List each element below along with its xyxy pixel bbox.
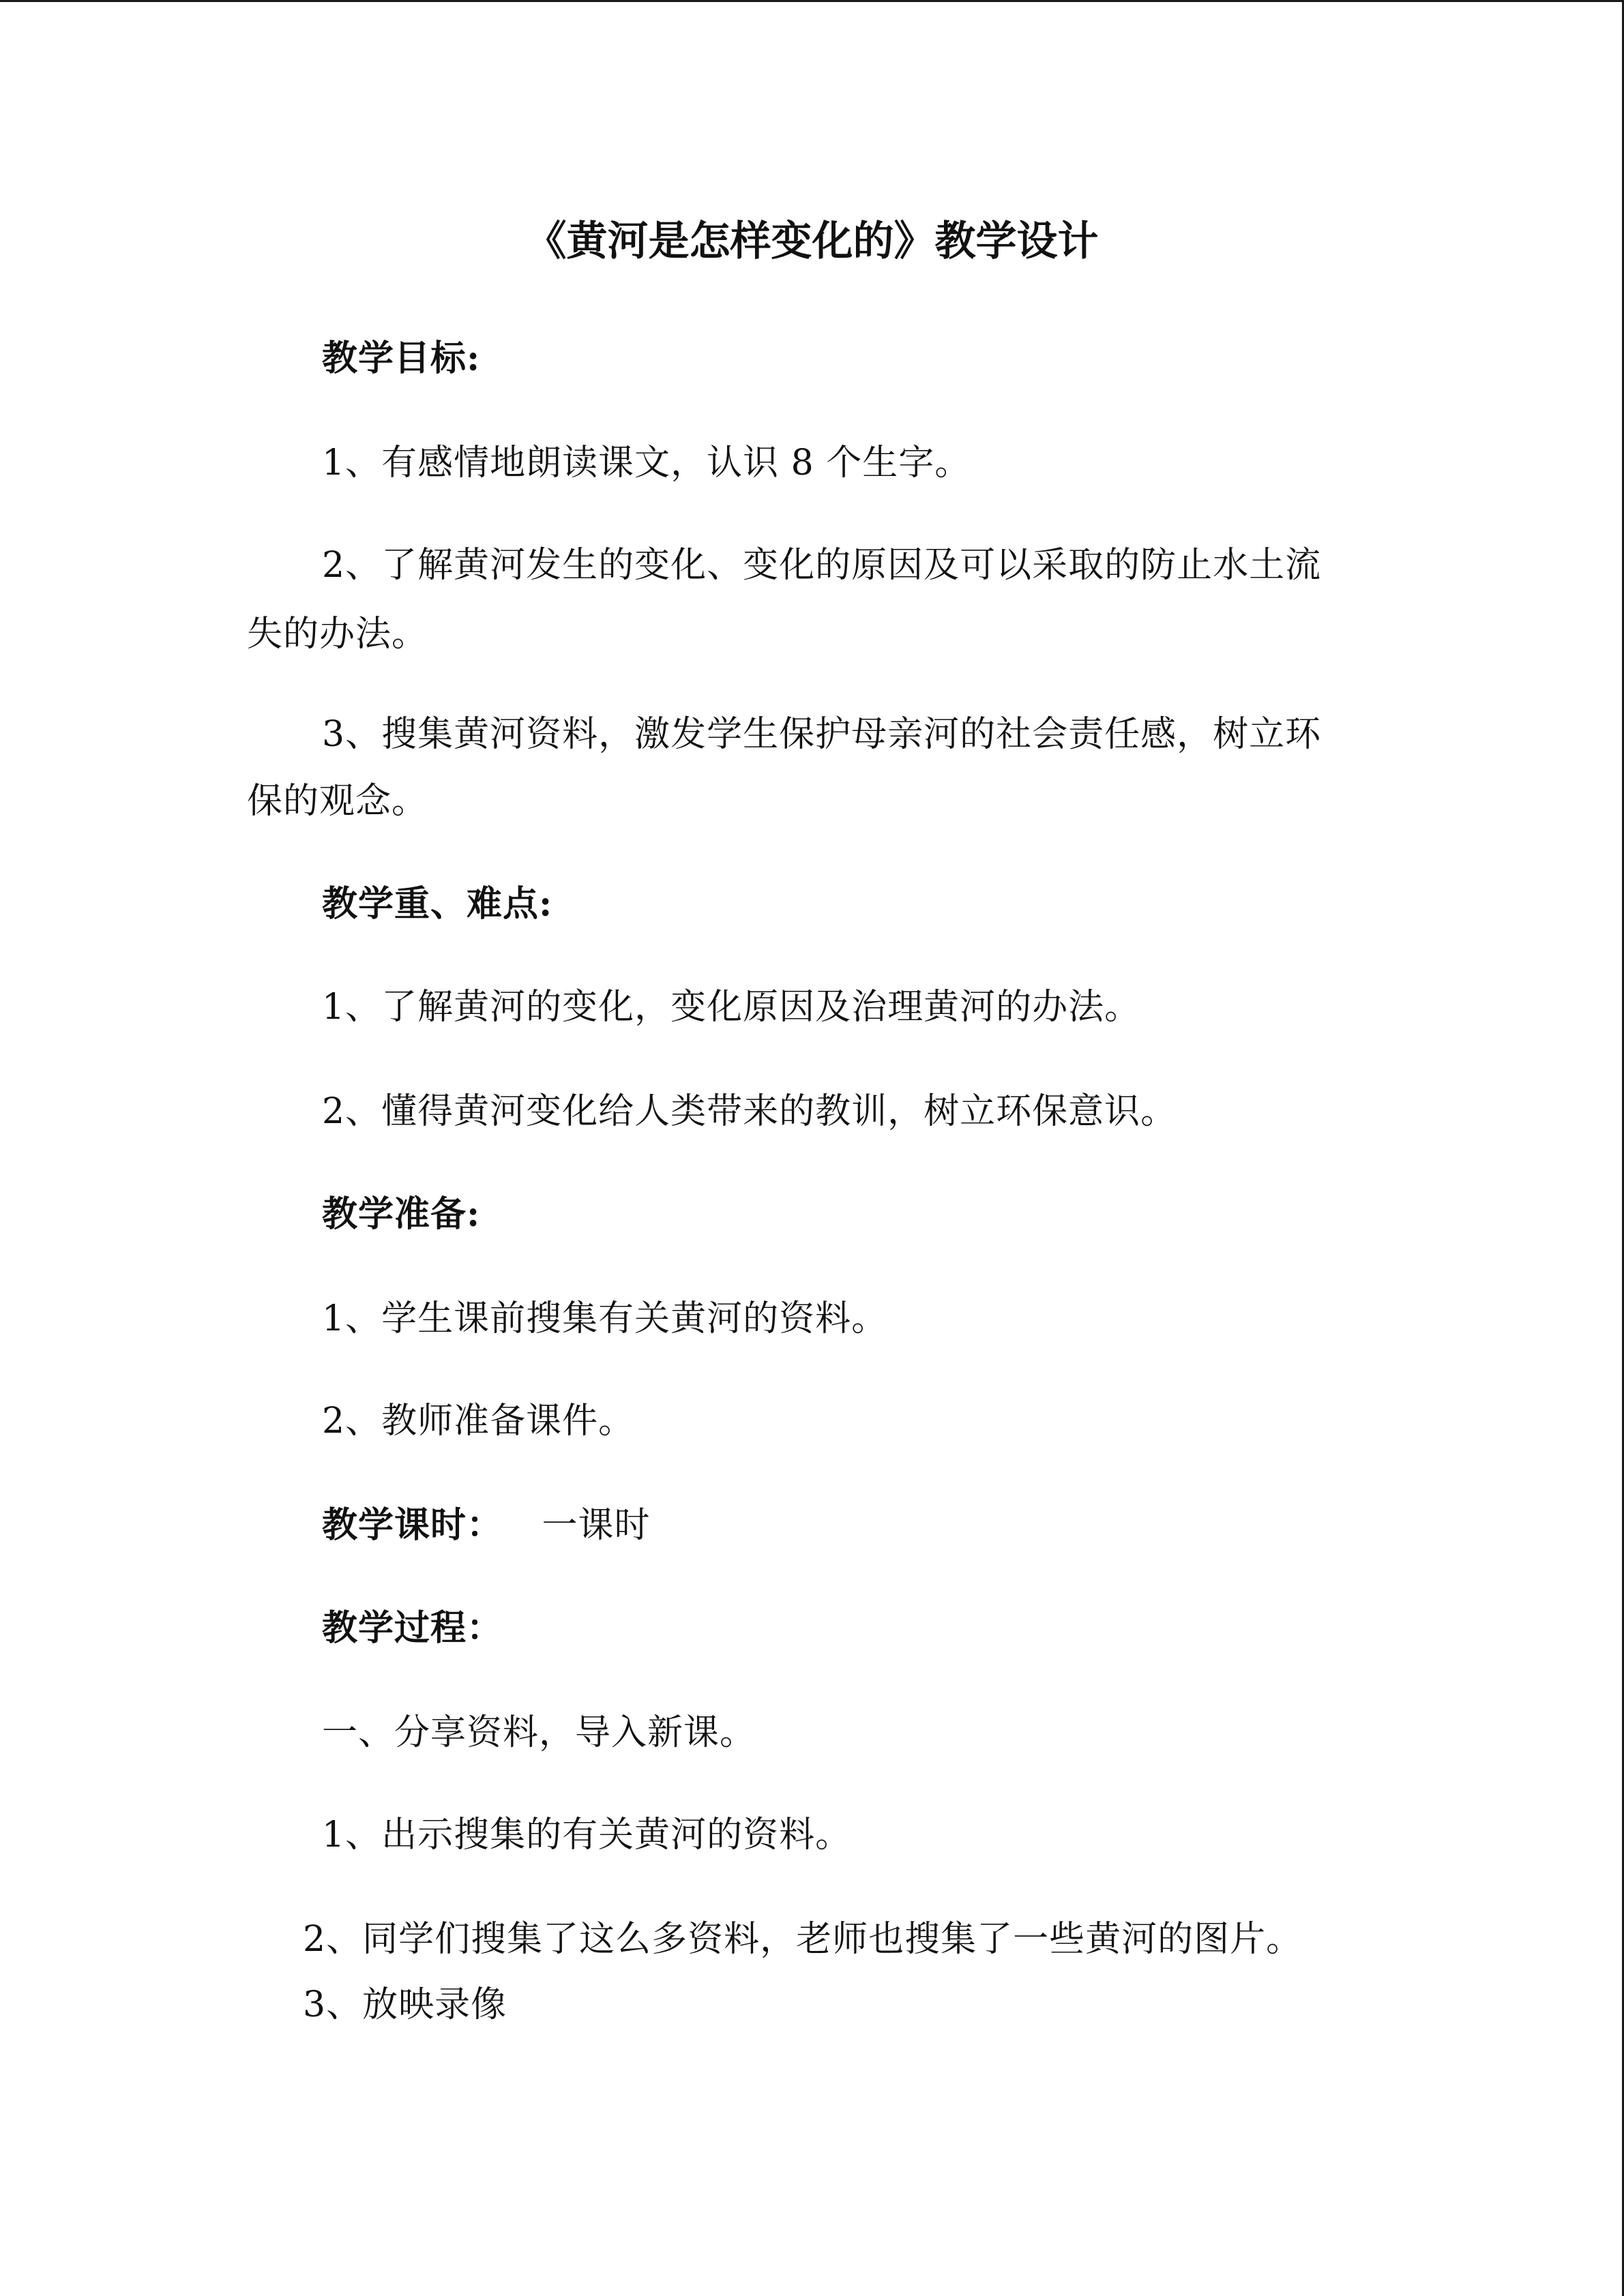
process-item-1: 一、分享资料，导入新课。 (322, 1712, 756, 1753)
key-points-heading: 教学重、难点: (322, 883, 553, 925)
key-point-item-2: 2、懂得黄河变化给人类带来的教训，树立环保意识。 (322, 1091, 1177, 1132)
objective-item-3-continued: 保的观念。 (247, 781, 428, 822)
preparation-heading: 教学准备: (322, 1193, 481, 1235)
objectives-heading: 教学目标: (322, 338, 481, 379)
objective-item-1: 1、有感情地朗读课文，认识 8 个生字。 (322, 443, 971, 483)
process-item-3: 2、同学们搜集了这么多资料，老师也搜集了一些黄河的图片。 (303, 1919, 1303, 1960)
class-hours-row (322, 1504, 651, 1547)
class-hours-value: 一课时 (542, 1505, 651, 1546)
objective-item-3: 3、搜集黄河资料，激发学生保护母亲河的社会责任感，树立环 (322, 714, 1322, 755)
key-point-item-1: 1、了解黄河的变化，变化原因及治理黄河的办法。 (322, 987, 1141, 1028)
process-item-4: 3、放映录像 (303, 1984, 507, 2025)
process-item-2: 1、出示搜集的有关黄河的资料。 (322, 1815, 852, 1855)
objective-item-2-continued: 失的办法。 (247, 614, 428, 655)
top-border (0, 0, 1624, 2)
page-title: 《黄河是怎样变化的》教学设计 (525, 218, 1099, 265)
preparation-item-2: 2、教师准备课件。 (322, 1401, 635, 1442)
class-hours-heading: 教学课时： (322, 1504, 503, 1546)
preparation-item-1: 1、学生课前搜集有关黄河的资料。 (322, 1298, 888, 1339)
process-heading: 教学过程： (322, 1607, 503, 1649)
objective-item-2: 2、了解黄河发生的变化、变化的原因及可以采取的防止水土流 (322, 545, 1322, 586)
